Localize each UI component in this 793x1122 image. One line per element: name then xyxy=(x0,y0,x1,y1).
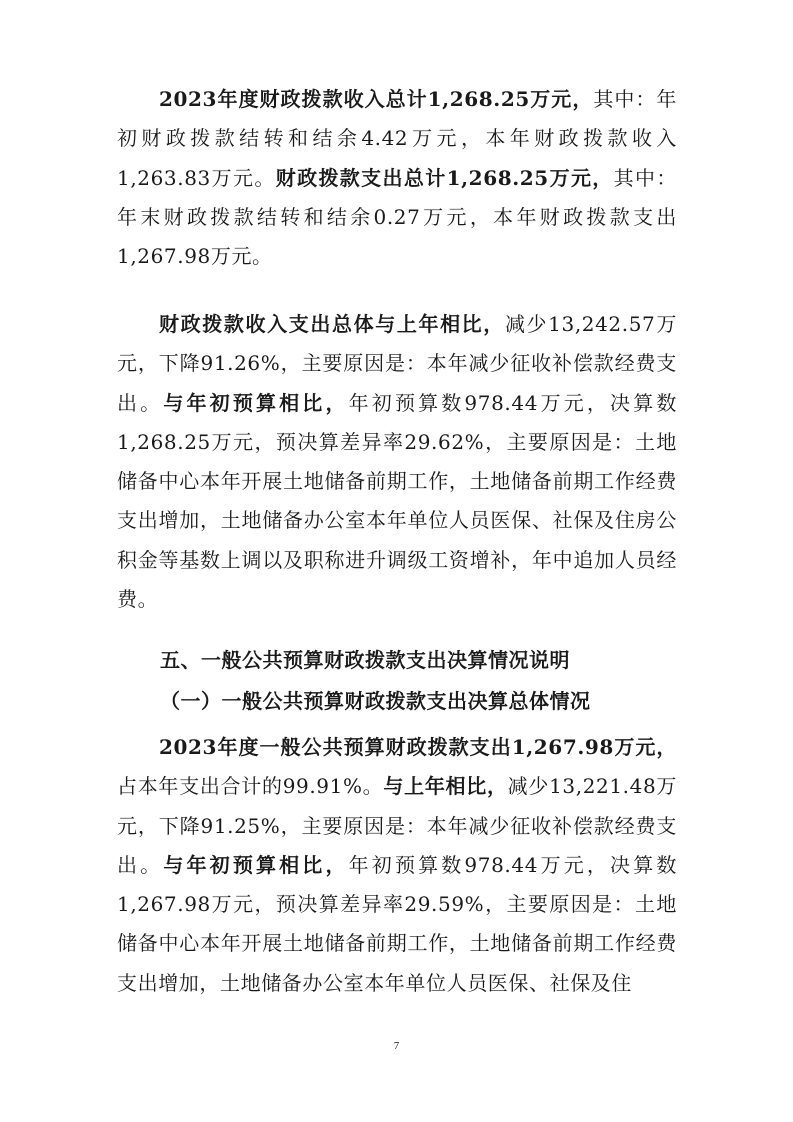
subsection-heading-5-1: （一）一般公共预算财政拨款支出决算总体情况 xyxy=(160,689,591,713)
bold-phrase-general-budget-total: 2023年度一般公共预算财政拨款支出1,267.98万元， xyxy=(159,735,677,759)
bold-phrase-compared-budget: 与年初预算相比， xyxy=(163,390,349,415)
bold-phrase-income-total: 2023年度财政拨款收入总计1,268.25万元， xyxy=(159,87,594,111)
bold-phrase-compared-last-year: 财政拨款收入支出总体与上年相比， xyxy=(159,312,505,336)
paragraph-general-budget-expenditure xyxy=(117,728,677,1003)
page-number: 7 xyxy=(393,1040,400,1052)
bold-phrase-compared-last-year: 与上年相比， xyxy=(383,774,508,799)
text-share-of-total: 占本年支出合计的99.91%。 xyxy=(117,774,384,799)
text-budget-difference-reason: 年初预算数978.44万元，决算数1,267.98万元，预决算差异率29.59%，主要原因是：土地储备中心本年开展土地储备前期工作，土地储备前期工作经费支出增加，土地储备办公室本年单位人员医保、社保及住 xyxy=(117,852,677,995)
text-decrease-reason: 减少13,221.48万元，下降91.25%，主要原因是：本年减少征收补偿款经费支出。 xyxy=(117,774,677,877)
paragraph-year-over-year-comparison xyxy=(117,305,677,619)
text-income-breakdown: 其中：年初财政拨款结转和结余4.42万元，本年财政拨款收入1,263.83万元。 xyxy=(117,87,677,190)
bold-phrase-compared-budget: 与年初预算相比， xyxy=(163,852,349,877)
paragraph-fiscal-appropriation-total xyxy=(117,80,677,276)
text-decrease-reason: 减少13,242.57万元，下降91.26%，主要原因是：本年减少征收补偿款经费支出。 xyxy=(117,312,677,415)
bold-phrase-expenditure-total: 财政拨款支出总计1,268.25万元， xyxy=(275,165,614,190)
text-budget-difference-reason: 年初预算数978.44万元，决算数1,268.25万元，预决算差异率29.62%，主要原因是：土地储备中心本年开展土地储备前期工作，土地储备前期工作经费支出增加，土地储备办公室本年单位人员医保、社保及住房公积金等基数上调以及职称进升调级工资增补，年中追加人员经费。 xyxy=(117,390,677,612)
text-expenditure-breakdown: 其中：年末财政拨款结转和结余0.27万元，本年财政拨款支出1,267.98万元。 xyxy=(117,165,677,269)
section-heading-5: 五、一般公共预算财政拨款支出决算情况说明 xyxy=(160,648,570,672)
